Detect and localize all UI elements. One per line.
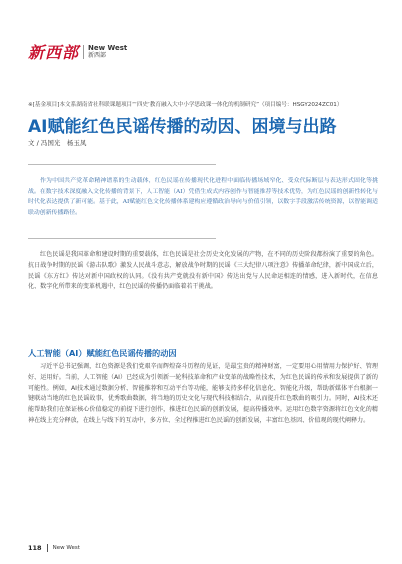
footer-separator	[47, 544, 48, 552]
footer-magazine: New West	[52, 545, 80, 551]
divider-top	[28, 164, 216, 165]
logo-sub-cn: 新西部	[88, 51, 107, 59]
magazine-logo: 新西部	[28, 43, 80, 62]
fund-note: ※[基金项目]本文系湖南省社科联课题项目“‘四史’教育融入大中小学思政课一体化的机制研究”（项目编号：HSGY2024ZC01）	[28, 102, 343, 108]
page-footer	[28, 544, 80, 552]
article-title: AI赋能红色民谣传播的动因、困境与出路	[28, 117, 337, 137]
masthead	[28, 40, 127, 63]
author-line: 文 / 冯国光 杨玉凤	[28, 139, 87, 147]
paragraph-intro: 红色民谣是我国革命和建设时期的重要载体，红色民谣是社会历史文化发展的产物，在不同的历史阶段都扮演了重要的角色。抗日战争时期的民谣《游击队歌》激发人民战斗意志，解放战争时期的民谣《三大纪律八项注意》传播革命纪律，新中国成立后，民谣《东方红》传达对新中国政权的认同。《没有共产党就没有新中国》传达出党与人民命运相连的情感，进入新时代，在信息化、数字化所带来的变革机遇中，红色民谣的传播仍面临着若干挑战。	[28, 251, 378, 291]
section-heading: 人工智能（AI）赋能红色民谣传播的动因	[28, 348, 177, 358]
page-number: 118	[28, 544, 42, 552]
logo-english: New West	[88, 43, 128, 52]
abstract: 作为中国共产党革命精神谱系的生动载体，红色民谣在传播现代化进程中面临传播场域窄化、受众代际断层与表达形式固化等挑战。在数字技术深度融入文化传播的背景下，人工智能（AI）凭借生成式内容创作与智能推荐等技术优势，为红色民谣的创新性转化与时代化表达提供了新可能。基于此，AI赋能红色文化传播体系建构应遵循政治导向与价值引领，以数字手段激活传统资源，以智能调适联动创新传播路径。	[28, 178, 378, 216]
divider-bottom	[28, 238, 216, 239]
paragraph-body: 习近平总书记强调，红色资源是我们党艰辛而辉煌奋斗历程的见证，是最宝贵的精神财富，一定要用心用情用力保护好、管理好、运用好。当前，人工智能（AI）已经成为引领新一轮科技革命和产业变革的战略性技术，为红色民谣的传承和发展提供了新的可能性。例如，AI技术通过数据分析、智能推荐和互动平台等功能，能够支持多样化信息化、智能化升级，帮助新媒体平台根据一键联动当地的红色民谣故事，优秀歌曲数据，将当地的历史文化与现代科技相结合，从而提升红色歌曲的吸引力。同时，AI技术还能帮助我们在保证核心价值稳定的前提下进行创作，推进红色民谣的创新发展，提高传播效率。运用红色数字资源将红色文化的精神在线上充分释放，在线上与线下的互动中，多方位、全过程推进红色民谣的创新发展，丰富红色基因、价值观的现代阐释力。	[28, 363, 378, 424]
logo-subtitle	[83, 45, 127, 59]
